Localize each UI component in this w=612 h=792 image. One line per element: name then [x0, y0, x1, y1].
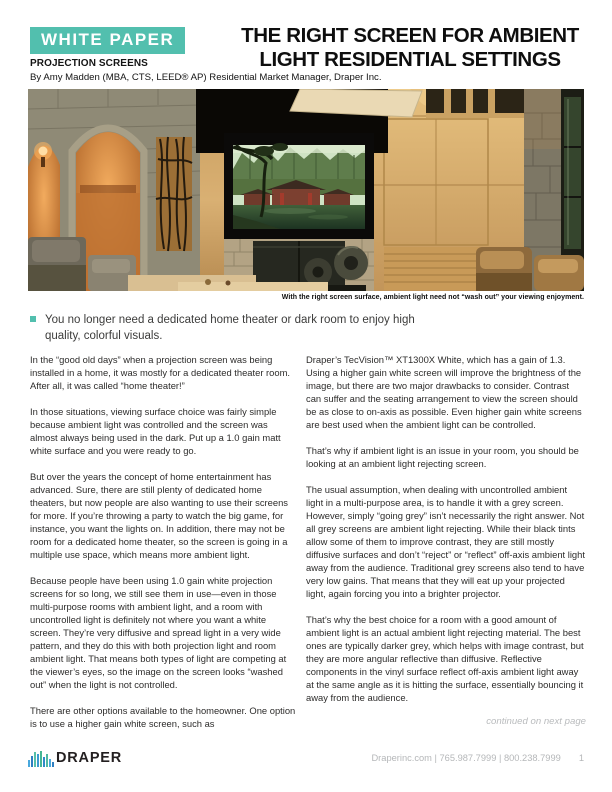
hero-photo	[28, 89, 584, 291]
body-column-right	[306, 353, 586, 728]
draper-logo	[28, 749, 122, 767]
page-title: THE RIGHT SCREEN FOR AMBIENT LIGHT RESIDENTIAL SETTINGS	[241, 24, 579, 71]
page-footer	[28, 748, 584, 768]
teal-bullet-icon	[30, 316, 36, 322]
paragraph: The usual assumption, when dealing with uncontrolled ambient light in a multi-purpose area, is to handle it with a grey screen. However, simply “going grey” isn’t necessarily the right answer. Not all grey screens are ambient light rejecting. While their black tints allow some of them to improve contrast, they are still mostly diffusive surfaces and don’t “reject” or “reflect” off-axis ambient light away from the audience. Traditional grey screens also tend to have very low gains. That means that they will eat up your projected light, again forcing you into a brighter projector.	[306, 484, 585, 599]
intro-text: You no longer need a dedicated home theater or dark room to enjoy high quality, colorful visuals.	[45, 314, 415, 342]
intro-statement	[30, 312, 430, 344]
paragraph: In the “good old days” when a projection screen was being installed in a home, it was mostly for a dedicated theater room. After all, it was called “home theater!”	[30, 354, 291, 391]
draper-logo-icon	[28, 749, 54, 767]
photo-caption: With the right screen surface, ambient light need not “wash out” your viewing enjoyment.	[281, 294, 584, 301]
body-column-left	[30, 353, 297, 743]
draper-logo-text: DRAPER	[56, 750, 123, 766]
living-room-illustration	[28, 89, 584, 291]
continued-note: continued on next page	[486, 716, 586, 727]
author-byline: By Amy Madden (MBA, CTS, LEED® AP) Residential Market Manager, Draper Inc.	[30, 72, 382, 83]
paragraph: That’s why the best choice for a room with a good amount of ambient light is an actual ambient light rejecting material. The best ones are typically darker grey, which helps with image contrast, but they are more angular reflective than diffusive. Reflective components in the vinyl surface reflect off-axis ambient light away at the same angle as it is hitting the surface, essentially bouncing it away from the audience.	[306, 614, 584, 703]
paragraph: Because people have been using 1.0 gain white projection screens for so long, we still see them in use—even in those multi-purpose rooms with ambient light, and a room with uncontrolled light is definitely not where you want a white screen. They’re very diffusive and spread light in a very wide pattern, and they do this with both projection light and room ambient light. That means both types of light are competing at the viewer’s eyes, so the image on the screen looks “washed out” when the light is not controlled.	[30, 575, 287, 690]
paragraph: That’s why if ambient light is an issue in your room, you should be looking at an ambient light rejecting screen.	[306, 445, 579, 469]
footer-contact-wrap	[371, 753, 584, 763]
white-paper-badge: WHITE PAPER	[30, 27, 185, 54]
paragraph: There are other options available to the homeowner. One option is to use a higher gain white screen, such as	[30, 705, 296, 729]
footer-contact: Draperinc.com | 765.987.7999 | 800.238.7999	[371, 753, 561, 763]
paragraph: Draper’s TecVision™ XT1300X White, which has a gain of 1.3. Using a higher gain white screen will improve the brightness of the image, but there are two major drawbacks to consider. Contrast can suffer and the seating arrangement to view the screen should be as close to on-axis as possible. Even higher gain white screens are best used when the ambient light can be controlled.	[306, 354, 582, 430]
document-category: PROJECTION SCREENS	[30, 58, 148, 69]
paragraph: In those situations, viewing surface choice was fairly simple because ambient light was controlled and the screen was almost always being used in the dark. Put up a 1.0 gain matt white surface and you were ready to go.	[30, 406, 281, 456]
page-number: 1	[578, 753, 584, 763]
paragraph: But over the years the concept of home entertainment has advanced. Sure, there are still plenty of dedicated home theaters, but now people are also wanting to use their screens for more. If you’re throwing a party to watch the big game, for instance, you want the lights on. In addition, there may not be room for a dedicated home theater, so the screen is going in a multiple use space, which means more ambient light.	[30, 471, 288, 560]
